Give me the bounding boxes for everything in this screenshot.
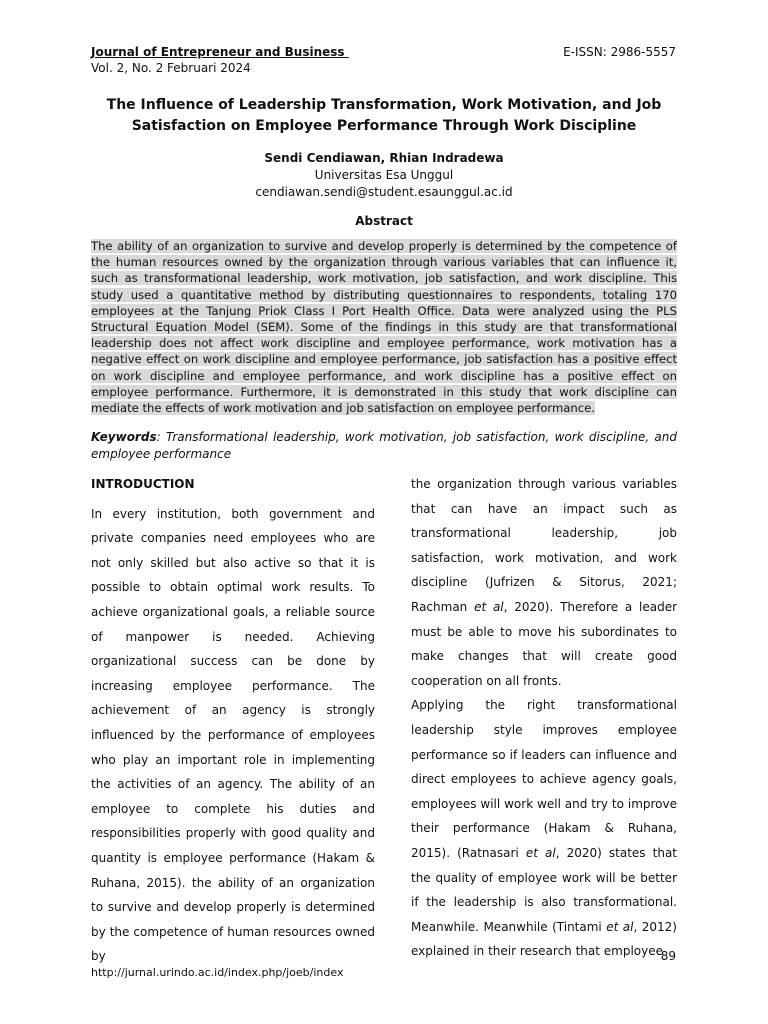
paper-title <box>91 95 677 137</box>
eissn: E-ISSN: 2986-5557 <box>563 45 676 59</box>
author-names: Sendi Cendiawan, Rhian Indradewa <box>264 151 504 165</box>
keywords <box>91 429 677 463</box>
volume-issue: Vol. 2, No. 2 Februari 2024 <box>91 61 251 75</box>
et-al: et al <box>525 845 556 860</box>
page-number: 89 <box>660 949 676 963</box>
left-column <box>91 472 375 969</box>
text-run: , 2020). Therefore a leader must be able to move his subordinates to make changes that will create good cooperation on all fronts. <box>411 599 678 688</box>
footer-url[interactable]: http://jurnal.urindo.ac.id/index.php/joeb/index <box>91 966 344 979</box>
text-run: , 2012) explained in their research that employee <box>411 919 677 959</box>
paper-title-line-2: Satisfaction on Employee Performance Through Work Discipline <box>131 118 637 134</box>
text-run: the organization through various variables that can have an impact such as transformational leadership, job satisfaction, work motivation, and work discipline (Jufrizen & Sitorus, 2021; Rachman <box>411 477 677 614</box>
abstract-body <box>91 238 677 416</box>
introduction-paragraph-3 <box>411 693 677 964</box>
abstract-heading: Abstract <box>355 214 413 228</box>
journal-header <box>91 44 349 76</box>
text-run: Applying the right transformational leadership style improves employee performance so if leaders can influence and direct employees to achieve agency goals, employees will work well and try to improve their performance (Hakam & Ruhana, 2015). (Ratnasari <box>411 698 677 860</box>
keywords-label: Keywords <box>91 430 157 444</box>
introduction-paragraph-1: In every institution, both government and private companies need employees who are not only skilled but also active so that it is possible to obtain optimal work results. To achieve organizational goals, a reliable source of manpower is needed. Achieving organizational success can be done by increasing employee performance. The achievement of an agency is strongly influenced by the performance of employees who play an important role in implementing the activities of an agency. The ability of an employee to complete his duties and responsibilities properly with good quality and quantity is employee performance (Hakam & Ruhana, 2015). the ability of an organization to survive and develop properly is determined by the competence of human resources owned by <box>91 506 375 964</box>
abstract-text: The ability of an organization to survive and develop properly is determined by the competence of the human resources owned by the organization through various variables that can influence it, such as transformational leadership, work motivation, job satisfaction, and work discipline. This study used a quantitative method by distributing questionnaires to respondents, totaling 170 employees at the Tanjung Priok Class I Port Health Office. Data were analyzed using the PLS Structural Equation Model (SEM). Some of the findings in this study are that transformational leadership does not affect work discipline and employee performance, work motivation has a negative effect on work discipline and employee performance, job satisfaction has a positive effect on work discipline and employee performance, and work discipline has a positive effect on employee performance. Furthermore, it is demonstrated in this study that work discipline can mediate the effects of work motivation and job satisfaction on employee performance. <box>91 239 677 416</box>
et-al: et al <box>474 599 504 614</box>
et-al: et al <box>606 919 634 934</box>
author-email: cendiawan.sendi@student.esaunggul.ac.id <box>255 185 513 199</box>
keywords-colon: : <box>156 430 166 444</box>
author-affiliation: Universitas Esa Unggul <box>314 168 454 182</box>
author-block <box>91 150 677 201</box>
text-run: , 2020) states that the quality of employee work will be better if the leadership is also transformational. Meanwhile. Meanwhile (Tintami <box>411 845 677 934</box>
keywords-text: Transformational leadership, work motivation, job satisfaction, work discipline, and employee performance <box>91 430 678 461</box>
journal-name: Journal of Entrepreneur and Business <box>91 45 349 59</box>
paper-title-line-1: The Influence of Leadership Transformation, Work Motivation, and Job <box>106 97 662 113</box>
right-column <box>411 472 677 964</box>
introduction-heading: INTRODUCTION <box>91 477 195 491</box>
introduction-paragraph-2 <box>411 472 677 693</box>
